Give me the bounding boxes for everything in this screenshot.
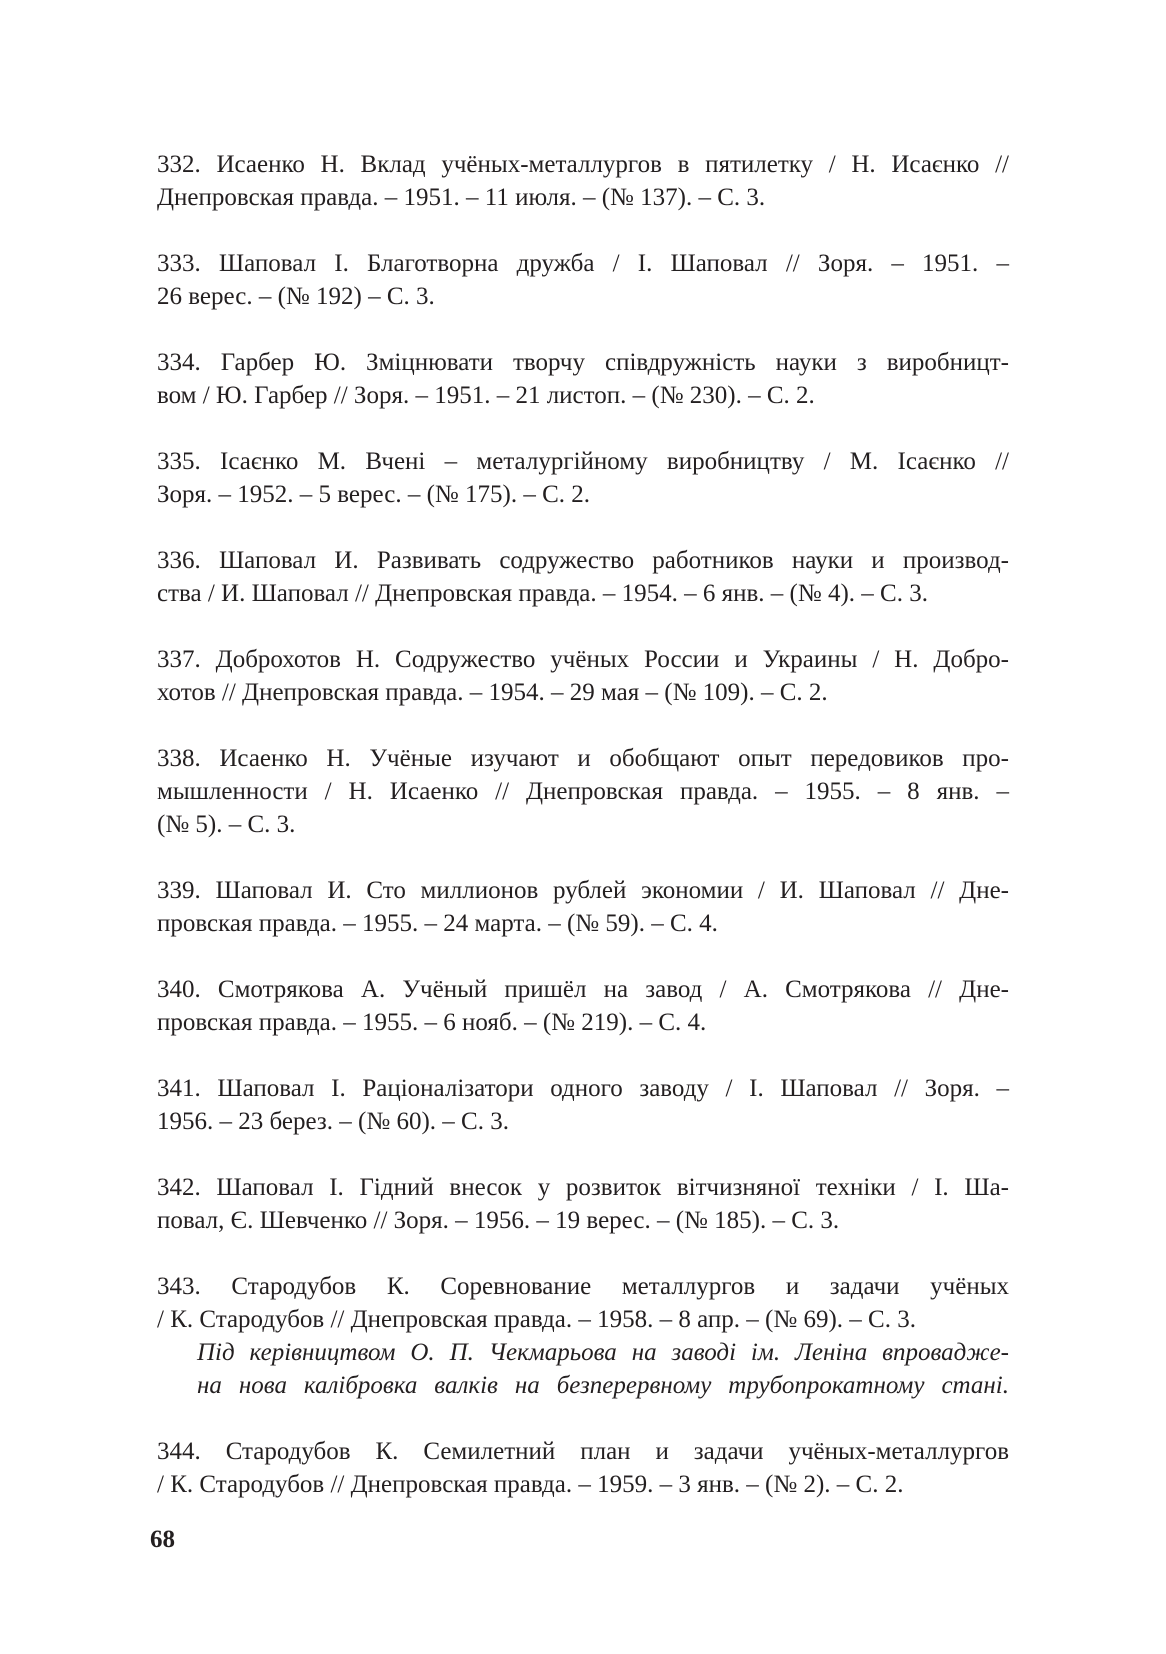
bibliography-entry-341 (157, 1072, 1009, 1138)
entry-line: вом / Ю. Гарбер // Зоря. – 1951. – 21 листоп. – (№ 230). – С. 2. (157, 382, 815, 409)
entry-line: 337. Доброхотов Н. Содружество учёных России и Украины / Н. Добро- (157, 646, 1009, 673)
entry-line: 342. Шаповал І. Гідний внесок у розвиток вітчизняної техніки / І. Ша- (157, 1174, 1009, 1201)
annotation-line: Під керівництвом О. П. Чекмарьова на заводі ім. Леніна впроваджe- (197, 1339, 1009, 1366)
bibliography-entry-336 (157, 544, 1009, 610)
annotation-line: на нова калібровка валків на безперервному трубопрокатному стані. (197, 1372, 1009, 1399)
entry-line: провская правда. – 1955. – 24 марта. – (№ 59). – С. 4. (157, 910, 718, 937)
entry-line: 335. Ісаєнко М. Вчені – металургійному виробництву / М. Ісаєнко // (157, 448, 1009, 475)
entry-line: (№ 5). – С. 3. (157, 811, 296, 838)
entry-line: 1956. – 23 берез. – (№ 60). – С. 3. (157, 1108, 509, 1135)
bibliography-entry-335 (157, 445, 1009, 511)
entry-line: / К. Стародубов // Днепровская правда. – 1958. – 8 апр. – (№ 69). – С. 3. (157, 1306, 916, 1333)
bibliography-entry-332 (157, 148, 1009, 214)
entry-line: мышленности / Н. Исаенко // Днепровская правда. – 1955. – 8 янв. – (157, 778, 1009, 805)
entry-line: провская правда. – 1955. – 6 нояб. – (№ 219). – С. 4. (157, 1009, 707, 1036)
entry-line: 344. Стародубов К. Семилетний план и задачи учёных-металлургов (157, 1438, 1009, 1465)
bibliography-entry-337 (157, 643, 1009, 709)
entry-line: 336. Шаповал И. Развивать содружество работников науки и производ- (157, 547, 1009, 574)
bibliography-entry-340 (157, 973, 1009, 1039)
entry-line: Днепровская правда. – 1951. – 11 июля. – (№ 137). – С. 3. (157, 184, 766, 211)
bibliography-entry-339 (157, 874, 1009, 940)
entry-line: 338. Исаенко Н. Учёные изучают и обобщают опыт передовиков про- (157, 745, 1009, 772)
entry-line: ства / И. Шаповал // Днепровская правда. – 1954. – 6 янв. – (№ 4). – С. 3. (157, 580, 928, 607)
bibliography-entry-342 (157, 1171, 1009, 1237)
entry-line: 334. Гарбер Ю. Зміцнювати творчу співдружність науки з виробницт- (157, 349, 1009, 376)
bibliography-entry-333 (157, 247, 1009, 313)
page-number: 68 (150, 1526, 175, 1553)
entry-line: Зоря. – 1952. – 5 верес. – (№ 175). – С. 2. (157, 481, 591, 508)
bibliography-entry-344 (157, 1435, 1009, 1501)
entry-line: 333. Шаповал І. Благотворна дружба / І. Шаповал // Зоря. – 1951. – (157, 250, 1009, 277)
entry-line: 339. Шаповал И. Сто миллионов рублей экономии / И. Шаповал // Дне- (157, 877, 1009, 904)
entry-line: / К. Стародубов // Днепровская правда. – 1959. – 3 янв. – (№ 2). – С. 2. (157, 1471, 904, 1498)
entry-line: 343. Стародубов К. Соревнование металлургов и задачи учёных (157, 1273, 1009, 1300)
bibliography-entry-334 (157, 346, 1009, 412)
entry-line: 340. Смотрякова А. Учёный пришёл на завод / А. Смотрякова // Дне- (157, 976, 1009, 1003)
entry-line: 332. Исаенко Н. Вклад учёных-металлургов в пятилетку / Н. Исаєнко // (157, 151, 1009, 178)
entry-line: 26 верес. – (№ 192) – С. 3. (157, 283, 435, 310)
bibliography-list (157, 148, 1009, 1534)
entry-line: 341. Шаповал І. Раціоналізатори одного заводу / І. Шаповал // Зоря. – (157, 1075, 1009, 1102)
entry-line: хотов // Днепровская правда. – 1954. – 29 мая – (№ 109). – С. 2. (157, 679, 828, 706)
entry-annotation (157, 1336, 1009, 1402)
bibliography-entry-343 (157, 1270, 1009, 1402)
entry-line: повал, Є. Шевченко // Зоря. – 1956. – 19 верес. – (№ 185). – С. 3. (157, 1207, 840, 1234)
bibliography-entry-338 (157, 742, 1009, 841)
